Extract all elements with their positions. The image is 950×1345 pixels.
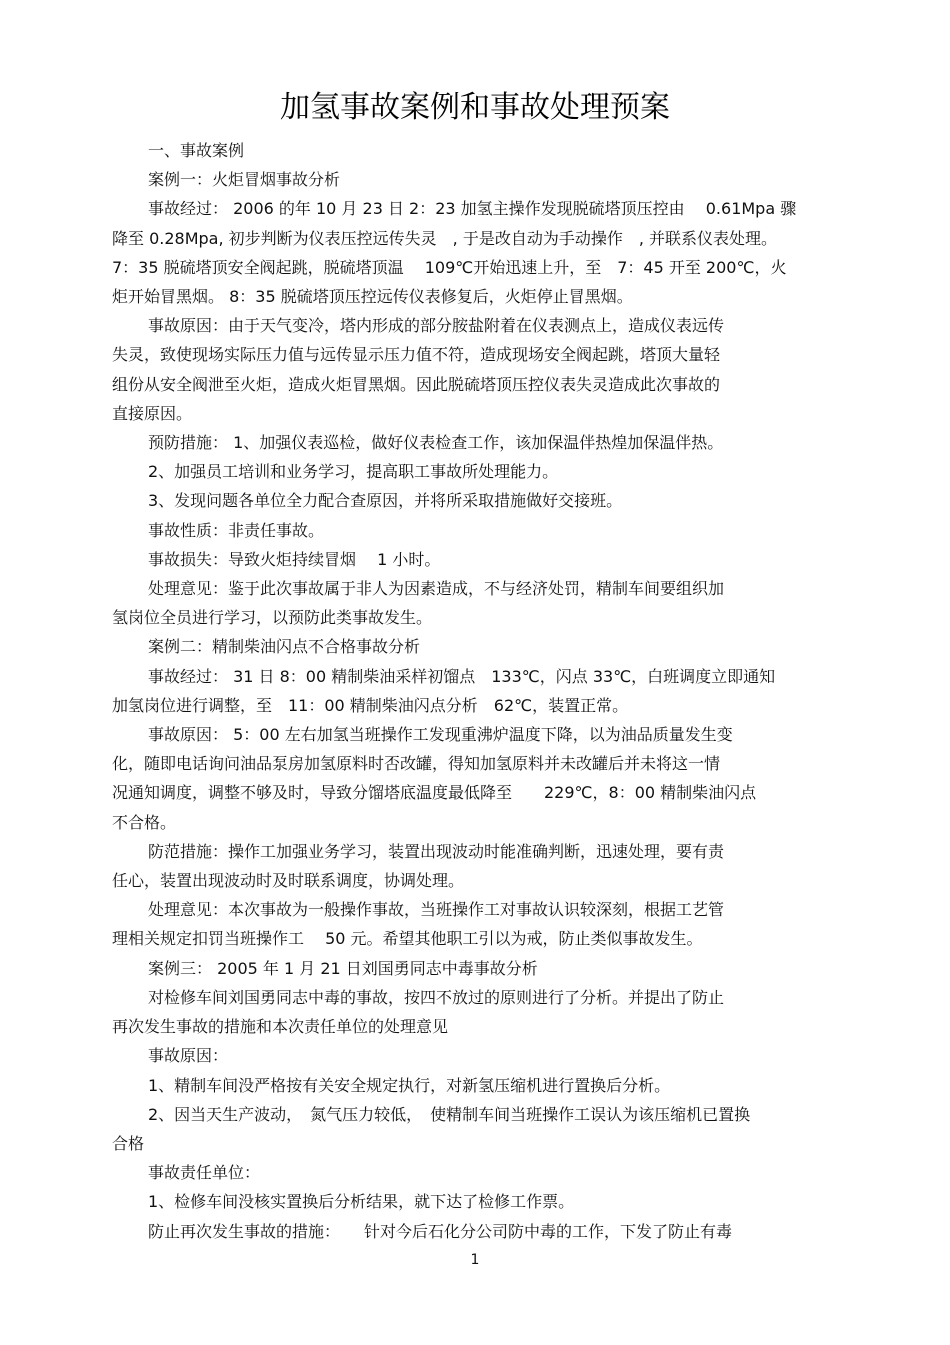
section-heading: 一、事故案例 [148,141,245,160]
text-line: 再次发生事故的措施和本次责任单位的处理意见 [112,1017,449,1037]
text-line: 降至 0.28Mpa, 初步判断为仪表压控远传失灵 , 于是改自动为手动操作 , 并联系仪表处理。 [112,228,777,248]
text-line: 事故损失：导致火炬持续冒烟 1 小时。 [148,549,441,569]
text-line: 况通知调度，调整不够及时，导致分馏塔底温度最低降至 229℃，8：00 精制柴油闪点 [112,783,757,803]
text-line: 化，随即电话询问油品泵房加氢原料时否改罐，得知加氢原料并未改罐后并未将这一情 [112,754,721,774]
text-line: 加氢岗位进行调整，至 11：00 精制柴油闪点分析 62℃，装置正常。 [112,695,629,715]
text-line: 氢岗位全员进行学习，以预防此类事故发生。 [112,608,433,628]
text-line: 组份从安全阀泄至火炬，造成火炬冒黑烟。因此脱硫塔顶压控仪表失灵造成此次事故的 [112,374,721,394]
text-line: 处理意见：鉴于此次事故属于非人为因素造成，不与经济处罚，精制车间要组织加 [148,579,725,599]
text-line: 防范措施：操作工加强业务学习，装置出现波动时能准确判断，迅速处理，要有责 [148,841,725,861]
text-line: 预防措施： 1、加强仪表巡检，做好仪表检查工作，该加保温伴热煌加保温伴热。 [148,433,724,453]
text-line: 1、检修车间没核实置换后分析结果，就下达了检修工作票。 [148,1192,575,1212]
text-line: 事故原因：由于天气变冷，塔内形成的部分胺盐附着在仪表测点上，造成仪表远传 [148,316,725,336]
text-line: 事故责任单位： [148,1163,261,1183]
text-line: 1、精制车间没严格按有关安全规定执行，对新氢压缩机进行置换后分析。 [148,1075,671,1095]
text-line: 事故原因： [148,1046,229,1066]
text-line: 7：35 脱硫塔顶安全阀起跳，脱硫塔顶温 109℃开始迅速上升，至 7：45 开至 200℃，火 [112,257,787,277]
text-line: 炬开始冒黑烟。 8：35 脱硫塔顶压控远传仪表修复后，火炬停止冒黑烟。 [112,287,633,307]
text-line: 失灵，致使现场实际压力值与远传显示压力值不符，造成现场安全阀起跳，塔顶大量轻 [112,345,721,365]
text-line: 对检修车间刘国勇同志中毒的事故，按四不放过的原则进行了分析。并提出了防止 [148,987,725,1007]
text-line: 2、因当天生产波动， 氮气压力较低， 使精制车间当班操作工误认为该压缩机已置换 [148,1104,751,1124]
case-heading: 案例三： 2005 年 1 月 21 日刘国勇同志中毒事故分析 [148,958,538,978]
document-title: 加氢事故案例和事故处理预案 [280,90,670,125]
text-line: 3、发现问题各单位全力配合查原因，并将所采取措施做好交接班。 [148,491,623,511]
case-heading: 案例一：火炬冒烟事故分析 [148,170,341,190]
text-line: 任心，装置出现波动时及时联系调度，协调处理。 [112,871,465,891]
text-line: 防止再次发生事故的措施： 针对今后石化分公司防中毒的工作，下发了防止有毒 [148,1221,733,1241]
text-line: 事故经过： 31 日 8：00 精制柴油采样初馏点 133℃，闪点 33℃，白班调度立即通知 [148,666,776,686]
text-line: 直接原因。 [112,403,193,423]
page-number: 1 [470,1252,480,1268]
text-line: 事故原因： 5：00 左右加氢当班操作工发现重沸炉温度下降，以为油品质量发生变 [148,725,733,745]
text-line: 2、加强员工培训和业务学习，提高职工事故所处理能力。 [148,462,559,482]
text-line: 合格 [112,1133,145,1153]
document-body [112,136,838,1246]
text-line: 处理意见：本次事故为一般操作事故，当班操作工对事故认识较深刻，根据工艺管 [148,900,725,920]
text-line: 理相关规定扣罚当班操作工 50 元。希望其他职工引以为戒，防止类似事故发生。 [112,929,703,949]
text-line: 事故性质：非责任事故。 [148,520,325,540]
case-heading: 案例二：精制柴油闪点不合格事故分析 [148,637,421,657]
text-line: 不合格。 [112,812,177,832]
text-line: 事故经过： 2006 的年 10 月 23 日 2：23 加氢主操作发现脱硫塔顶压控由 0.61Mpa 骤 [148,199,797,219]
